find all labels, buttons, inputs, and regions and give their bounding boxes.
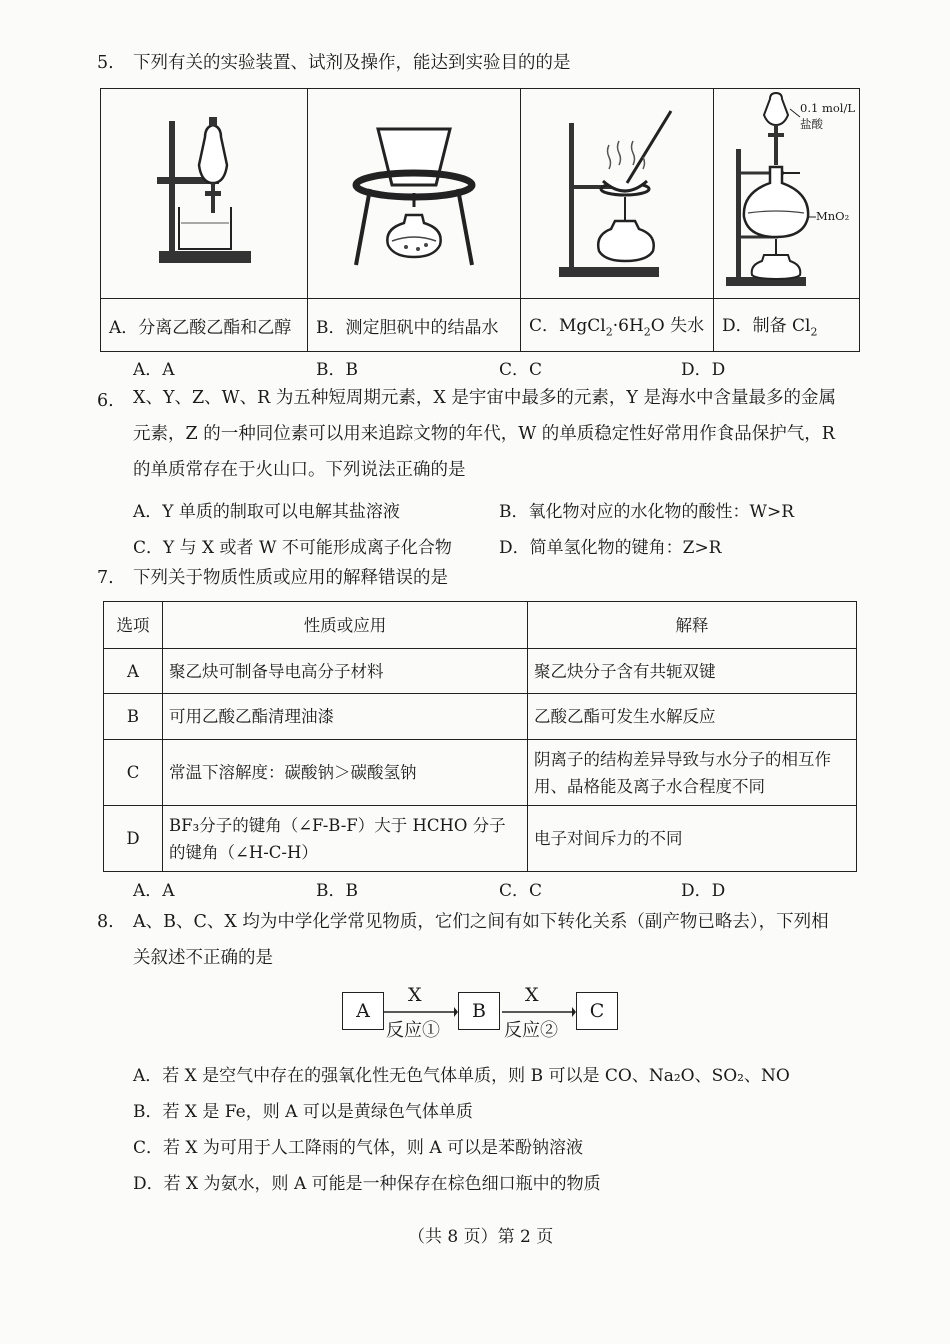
diagram-box-c: C	[576, 992, 618, 1030]
q7-row-b-explanation: 乙酸乙酯可发生水解反应	[528, 694, 857, 740]
figure-b	[308, 89, 521, 299]
q7-row-d-option: D	[104, 806, 163, 872]
chlorine-generator-icon	[714, 89, 859, 294]
q7-stem: 下列关于物质性质或应用的解释错误的是	[133, 568, 448, 588]
q6-line-2: 元素，Z 的一种同位素可以用来追踪文物的年代，W 的单质稳定性好常用作食品保护气，R	[133, 424, 835, 444]
q8-line-2: 关叙述不正确的是	[133, 948, 273, 968]
q7-table	[103, 601, 857, 872]
figure-c	[521, 89, 714, 299]
diagram-box-b: B	[458, 992, 500, 1030]
q7-option-a[interactable]: A．A	[133, 881, 175, 901]
q8-option-a[interactable]: A．若 X 是空气中存在的强氧化性无色气体单质，则 B 可以是 CO、Na₂O、SO₂、NO	[133, 1066, 790, 1086]
q7-number: 7.	[97, 568, 114, 588]
q7-row-a-property: 聚乙炔可制备导电高分子材料	[163, 649, 528, 694]
q8-line-1: A、B、C、X 均为中学化学常见物质，它们之间有如下转化关系（副产物已略去），下列相	[133, 912, 829, 932]
q6-number: 6.	[97, 391, 114, 411]
q7-row-d-explanation: 电子对间斥力的不同	[528, 806, 857, 872]
q7-row-c-property: 常温下溶解度：碳酸钠＞碳酸氢钠	[163, 740, 528, 806]
table-row	[104, 694, 857, 740]
q7-option-d[interactable]: D．D	[681, 881, 726, 901]
q5-figure-table	[100, 88, 860, 352]
table-row	[104, 806, 857, 872]
q7-row-b-property: 可用乙酸乙酯清理油漆	[163, 694, 528, 740]
q7-header-option: 选项	[104, 602, 163, 649]
diagram-step-1: 反应①	[386, 1020, 440, 1041]
evaporating-dish-icon	[521, 89, 713, 294]
q8-option-c[interactable]: C．若 X 为可用于人工降雨的气体，则 A 可以是苯酚钠溶液	[133, 1138, 584, 1158]
q5-option-b[interactable]: B．B	[316, 360, 358, 380]
q7-row-a-option: A	[104, 649, 163, 694]
q7-option-b[interactable]: B．B	[316, 881, 358, 901]
q7-row-c-explanation: 阴离子的结构差异导致与水分子的相互作用、晶格能及离子水合程度不同	[528, 740, 857, 806]
q6-option-d[interactable]: D．简单氢化物的键角：Z>R	[499, 538, 722, 558]
arrow-1-icon	[454, 1007, 458, 1017]
q6-option-b[interactable]: B．氧化物对应的水化物的酸性：W>R	[499, 502, 795, 522]
caption-d: D．制备 $Cl_2$	[714, 299, 860, 352]
crucible-on-tripod-icon	[308, 89, 520, 294]
q5-option-a[interactable]: A．A	[133, 360, 175, 380]
caption-a: A．分离乙酸乙酯和乙醇	[101, 299, 308, 352]
arrow-2-icon	[572, 1007, 576, 1017]
q6-line-1: X、Y、Z、W、R 为五种短周期元素，X 是宇宙中最多的元素，Y 是海水中含量最多的金属	[133, 388, 837, 408]
page-footer: （共 8 页）第 2 页	[408, 1227, 554, 1247]
q8-number: 8.	[97, 912, 114, 932]
figure-a	[101, 89, 308, 299]
q7-header-property: 性质或应用	[163, 602, 528, 649]
q7-row-b-option: B	[104, 694, 163, 740]
q8-option-b[interactable]: B．若 X 是 Fe，则 A 可以是黄绿色气体单质	[133, 1102, 473, 1122]
q5-option-d[interactable]: D．D	[681, 360, 726, 380]
table-row	[104, 740, 857, 806]
diagram-reagent-1: X	[408, 984, 422, 1006]
table-row	[104, 649, 857, 694]
diagram-box-a: A	[342, 992, 384, 1030]
q6-option-c[interactable]: C．Y 与 X 或者 W 不可能形成离子化合物	[133, 538, 452, 558]
q7-row-a-explanation: 聚乙炔分子含有共轭双键	[528, 649, 857, 694]
q7-row-c-option: C	[104, 740, 163, 806]
q8-option-d[interactable]: D．若 X 为氨水，则 A 可能是一种保存在棕色细口瓶中的物质	[133, 1174, 601, 1194]
q6-line-3: 的单质常存在于火山口。下列说法正确的是	[133, 460, 466, 480]
diagram-step-2: 反应②	[504, 1020, 558, 1041]
caption-c: C．$MgCl_2\cdot 6H_2O$ 失水	[521, 299, 714, 352]
label-concentration: 0.1 mol/L	[800, 101, 855, 115]
separatory-funnel-apparatus-icon	[101, 89, 307, 294]
q6-option-a[interactable]: A．Y 单质的制取可以电解其盐溶液	[133, 502, 400, 522]
q5-stem: 下列有关的实验装置、试剂及操作，能达到实验目的的是	[133, 53, 571, 73]
q5-number: 5.	[97, 53, 114, 73]
q7-option-c[interactable]: C．C	[499, 881, 543, 901]
q7-header-explanation: 解释	[528, 602, 857, 649]
diagram-reagent-2: X	[525, 984, 539, 1006]
q7-row-d-property: BF₃分子的键角（∠F-B-F）大于 HCHO 分子的键角（∠H-C-H）	[163, 806, 528, 872]
caption-b: B．测定胆矾中的结晶水	[308, 299, 521, 352]
figure-d	[714, 89, 860, 299]
q5-option-c[interactable]: C．C	[499, 360, 543, 380]
label-mno2: MnO₂	[816, 209, 850, 223]
label-hydrochloric-acid: 盐酸	[800, 117, 823, 131]
